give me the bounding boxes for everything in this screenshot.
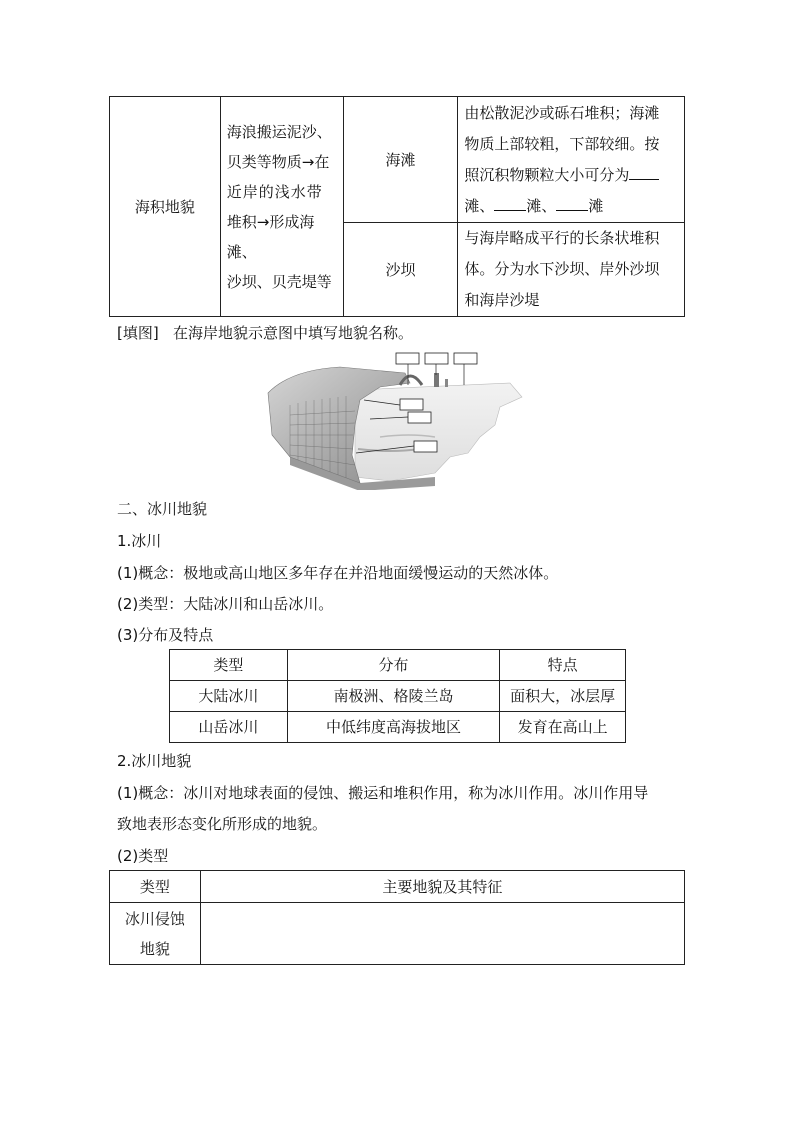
fill-figure-text: 在海岸地貌示意图中填写地貌名称。 — [173, 324, 414, 342]
sandbar-desc-line: 体。分为水下沙坝、岸外沙坝 — [464, 260, 660, 278]
coastal-landform-diagram — [260, 345, 530, 490]
subsection-heading: 2.冰川地貌 — [117, 752, 192, 770]
process-line: 近岸的浅水带 — [226, 182, 323, 201]
beach-desc-line: 由松散泥沙或砾石堆积；海滩 — [464, 103, 660, 122]
sandbar-desc-line: 和海岸沙堤 — [464, 291, 540, 309]
label-box-4 — [400, 399, 423, 410]
beach-desc-line: 照沉积物颗粒大小可分为 — [464, 160, 684, 191]
process-line: 堆积→形成海滩、 — [226, 212, 315, 261]
glacier-concept: (1)概念：极地或高山地区多年存在并沿地面缓慢运动的天然冰体。 — [117, 564, 559, 582]
table-header: 类型 — [110, 871, 201, 903]
table-cell: 发育在高山上 — [500, 712, 626, 743]
fill-figure-instruction — [117, 322, 413, 344]
table-cell: 大陆冰川 — [170, 681, 288, 712]
label-box-3 — [454, 353, 477, 364]
beach-desc-line: 物质上部较粗，下部较细。按 — [464, 134, 660, 153]
sandbar-desc-line: 与海岸略成平行的长条状堆积 — [464, 229, 660, 247]
table-header: 主要地貌及其特征 — [200, 871, 684, 903]
distribution-title: (3)分布及特点 — [117, 626, 214, 644]
table-header: 类型 — [170, 650, 288, 681]
beach-type-blank-1[interactable] — [629, 165, 659, 180]
glacier-distribution-table — [169, 649, 626, 743]
table-header: 分布 — [287, 650, 500, 681]
table-cell: 南极洲、格陵兰岛 — [287, 681, 500, 712]
fill-figure-tag: [填图] — [117, 324, 159, 342]
erosion-features-cell[interactable] — [200, 903, 684, 965]
sea-stack — [434, 373, 439, 387]
sandbar-name-cell: 沙坝 — [343, 223, 458, 317]
process-line: 海浪搬运泥沙、 — [226, 122, 332, 141]
glacial-landform-table — [109, 870, 685, 965]
table-row — [110, 903, 685, 965]
glacier-types: (2)类型：大陆冰川和山岳冰川。 — [117, 595, 334, 613]
erosion-type-cell: 冰川侵蚀 地貌 — [110, 903, 201, 965]
marine-landform-table — [109, 96, 685, 317]
table-cell: 山岳冰川 — [170, 712, 288, 743]
beach-type-blank-2[interactable] — [494, 196, 526, 211]
sea-stack — [445, 379, 448, 387]
beach-desc-line: 滩、 滩、 滩 — [464, 196, 604, 215]
subsection-heading: 1.冰川 — [117, 532, 162, 550]
process-line: 贝类等物质→在 — [226, 152, 330, 171]
beach-type-blank-3[interactable] — [556, 196, 588, 211]
beach-name-cell: 海滩 — [343, 97, 458, 223]
table-row — [170, 681, 626, 712]
sandbar-desc-cell — [458, 223, 685, 317]
table-row — [170, 712, 626, 743]
label-box-5 — [408, 412, 431, 423]
label-box-6 — [414, 441, 437, 452]
label-box-2 — [425, 353, 448, 364]
category-cell: 海积地貌 — [110, 97, 221, 317]
section-heading: 二、冰川地貌 — [117, 500, 208, 518]
glacial-types-title: (2)类型 — [117, 847, 169, 865]
beach-desc-cell — [458, 97, 685, 223]
table-cell: 中低纬度高海拔地区 — [287, 712, 500, 743]
table-cell: 面积大，冰层厚 — [500, 681, 626, 712]
process-cell — [220, 97, 343, 317]
sea-surface — [355, 383, 522, 481]
glacial-landform-concept-1: (1)概念：冰川对地球表面的侵蚀、搬运和堆积作用，称为冰川作用。冰川作用导 — [117, 784, 649, 802]
glacial-landform-concept-2: 致地表形态变化所形成的地貌。 — [117, 815, 328, 833]
label-box-1 — [396, 353, 419, 364]
table-header: 特点 — [500, 650, 626, 681]
process-line: 沙坝、贝壳堤等 — [226, 272, 332, 291]
